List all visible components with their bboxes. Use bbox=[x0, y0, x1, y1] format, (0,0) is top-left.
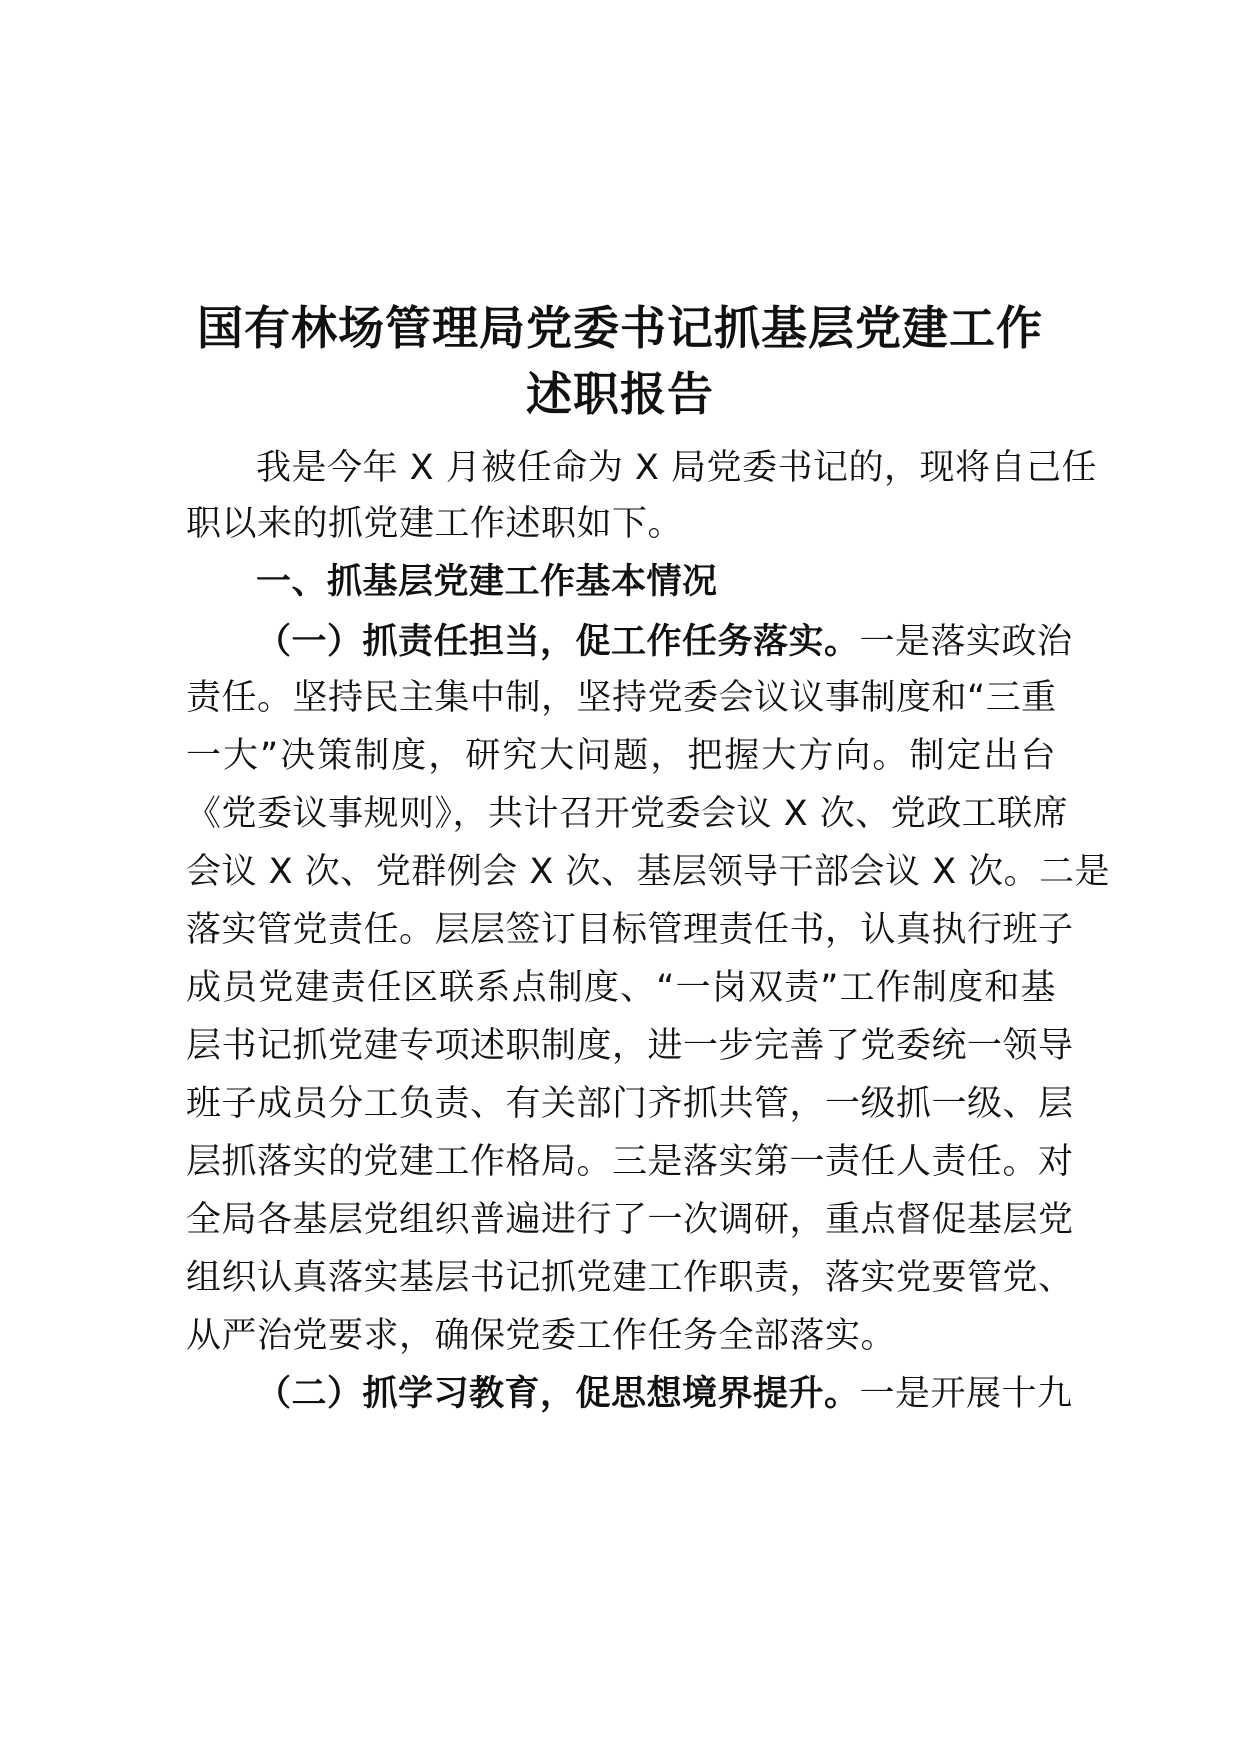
subsection-2-first-line bbox=[256, 1370, 1073, 1418]
section-heading-1: 一、抓基层党建工作基本情况 bbox=[256, 562, 718, 602]
subsection-2-heading: （二）抓学习教育，促思想境界提升。 bbox=[256, 1374, 860, 1414]
document-title-line-2: 述职报告 bbox=[526, 367, 714, 421]
subsection-1-first-line bbox=[256, 618, 1073, 666]
paragraph-line: 成员党建责任区联系点制度、“一岗双责”工作制度和基 bbox=[186, 968, 1056, 1008]
paragraph-line: 全局各基层党组织普遍进行了一次调研，重点督促基层党 bbox=[186, 1200, 1074, 1240]
paragraph-line: 层书记抓党建专项述职制度，进一步完善了党委统一领导 bbox=[186, 1026, 1074, 1066]
paragraph-line: 从严治党要求，确保党委工作任务全部落实。 bbox=[186, 1316, 897, 1356]
paragraph-line: 班子成员分工负责、有关部门齐抓共管，一级抓一级、层 bbox=[186, 1084, 1074, 1124]
subsection-2-first-line-rest: 一是开展十九 bbox=[859, 1374, 1073, 1414]
paragraph-line: 责任。坚持民主集中制，坚持党委会议议事制度和“三重 bbox=[186, 678, 1057, 718]
subsection-1-first-line-rest: 一是落实政治 bbox=[859, 622, 1073, 662]
paragraph-line: 《党委议事规则》，共计召开党委会议 X 次、党政工联席 bbox=[186, 794, 1069, 834]
paragraph-line: 落实管党责任。层层签订目标管理责任书，认真执行班子 bbox=[186, 910, 1074, 950]
paragraph-line: 层抓落实的党建工作格局。三是落实第一责任人责任。对 bbox=[186, 1142, 1074, 1182]
intro-line-1: 我是今年 X 月被任命为 X 局党委书记的，现将自己任 bbox=[256, 448, 1097, 488]
paragraph-line: 会议 X 次、党群例会 X 次、基层领导干部会议 X 次。二是 bbox=[186, 852, 1111, 892]
document-title-line-1: 国有林场管理局党委书记抓基层党建工作 bbox=[197, 301, 1043, 355]
paragraph-line: 一大”决策制度，研究大问题，把握大方向。制定出台 bbox=[186, 736, 1056, 776]
intro-line-2: 职以来的抓党建工作述职如下。 bbox=[186, 504, 684, 544]
paragraph-line: 组织认真落实基层书记抓党建工作职责，落实党要管党、 bbox=[186, 1258, 1074, 1298]
subsection-1-heading: （一）抓责任担当，促工作任务落实。 bbox=[256, 622, 860, 662]
